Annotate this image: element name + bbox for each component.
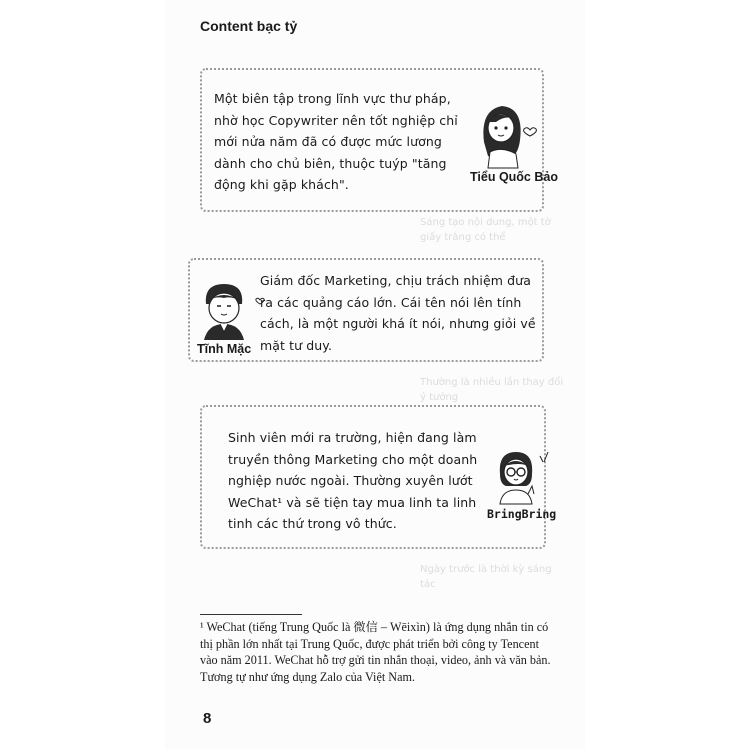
page-number: 8 (203, 710, 212, 727)
profile-name: Tiểu Quốc Bảo (470, 170, 558, 184)
profile-name: BringBring (487, 507, 557, 521)
bleed-through-text: Ngày trước là thời kỳ sáng tác (420, 564, 552, 590)
profile-description: Sinh viên mới ra trường, hiện đang làm truyền thông Marketing cho một doanh nghiệp nước ngoài. Thường xuyên lướt WeChat¹ và sẽ tiện tay mua linh ta linh tinh các thứ trong vô thức. (228, 430, 478, 531)
profile-description: Một biên tập trong lĩnh vực thư pháp, nhờ học Copywriter nên tốt nghiệp chỉ mới nửa năm đã có được mức lương dành cho chủ biên, thuộc tuýp "tăng động khi gặp khách". (214, 91, 458, 192)
girl-with-glasses-illustration (492, 448, 562, 506)
man-portrait-illustration (200, 280, 270, 342)
footnote: ¹ WeChat (tiếng Trung Quốc là 微信 – Wēixìn) là ứng dụng nhắn tin có thị phần lớn nhất tại Trung Quốc, được phát triển bởi công ty Tencent vào năm 2011. WeChat hỗ trợ gửi tin nhắn thoại, video, ảnh và văn bản. Tương tự như ứng dụng Zalo của Việt Nam. (200, 620, 551, 684)
profile-description: Giám đốc Marketing, chịu trách nhiệm đưa ra các quảng cáo lớn. Cái tên nói lên tính cách, là một người khá ít nói, nhưng giỏi về mặt tư duy. (260, 273, 536, 353)
bleed-through-text: Sáng tạo nội dung, một tờ giấy trắng có thể (420, 217, 551, 243)
bleed-through-text: Thường là nhiều lần thay đổi ý tưởng (420, 377, 564, 403)
girl-portrait-illustration (474, 100, 554, 170)
footnote-divider (200, 614, 302, 615)
running-header: Content bạc tỷ (200, 18, 298, 34)
profile-name: Tĩnh Mặc (197, 342, 252, 356)
